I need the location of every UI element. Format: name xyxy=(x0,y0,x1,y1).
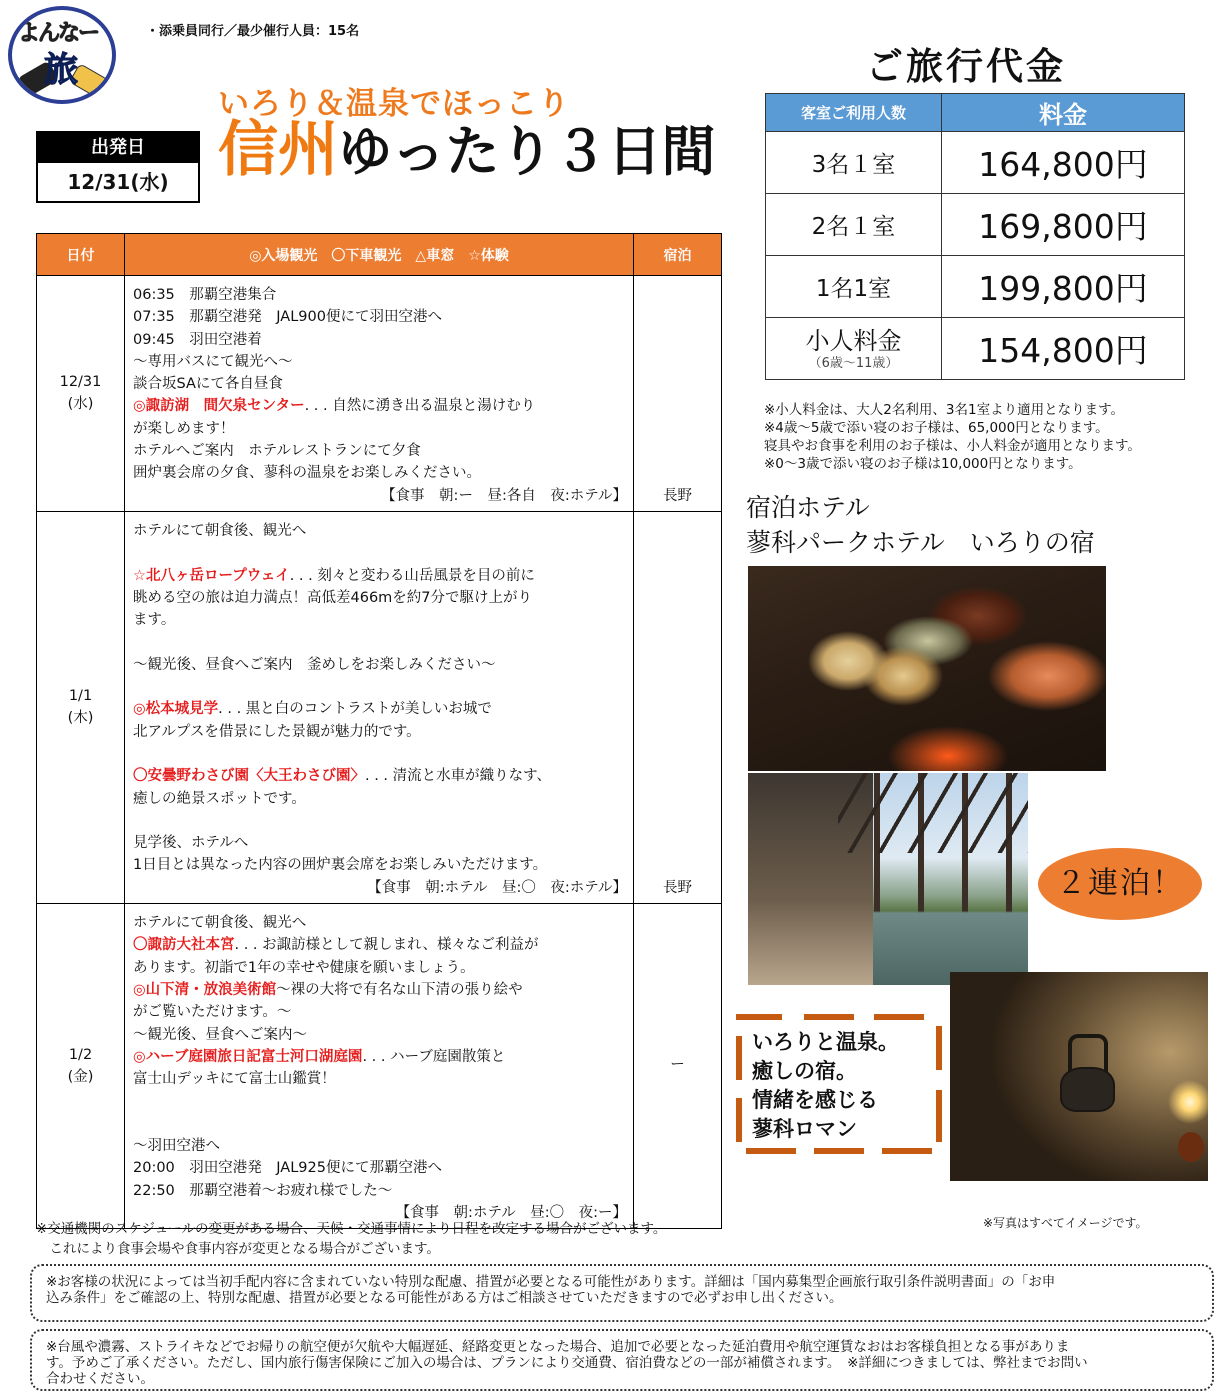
itinerary-text: 癒しの絶景スポットです。 xyxy=(133,790,306,807)
itinerary-text: 囲炉裏会席の夕食、蓼科の温泉をお楽しみください。 xyxy=(133,465,481,482)
hotel-label: 宿泊ホテル xyxy=(746,493,870,522)
room-type-child-age: （6歳～11歳） xyxy=(808,356,899,371)
price-amount: 169,800円 xyxy=(942,194,1185,256)
price-note-line: ※4歳～5歳で添い寝のお子様は、65,000円となります。 xyxy=(764,420,1109,436)
bath-glass-roof xyxy=(838,773,1028,853)
itinerary-text: ～専用バスにて観光へ～ xyxy=(133,353,293,370)
itinerary-text: ～観光後、昼食へご案内 釜めしをお楽しみください～ xyxy=(133,656,496,673)
price-row xyxy=(766,194,1185,256)
schedule-note-line: ※交通機関のスケジュールの変更がある場合、天候・交通事情により日程を改定する場合がございます。 xyxy=(36,1221,667,1237)
attraction-name: ◎山下清・放浪美術館 xyxy=(133,981,277,998)
catchphrase-text xyxy=(752,1028,899,1144)
itinerary-line xyxy=(133,1024,627,1046)
price-note-line: 寝具やお食事を利用のお子様は、小人料金が適用となります。 xyxy=(764,438,1141,454)
itinerary-highlight-line xyxy=(133,698,627,720)
itinerary-line xyxy=(133,743,627,765)
day-stay: ー xyxy=(634,904,722,1229)
attraction-name: 〇安曇野わさび園〈大王わさび園〉 xyxy=(133,768,365,785)
schedule-note-line: これにより食事会場や食事内容が変更となる場合がございます。 xyxy=(36,1241,440,1257)
tour-title xyxy=(218,115,716,185)
itinerary-highlight-line xyxy=(133,765,627,787)
price-amount: 154,800円 xyxy=(942,318,1185,380)
day-stay: 長野 xyxy=(634,511,722,903)
itinerary-text: 談合坂SAにて各自昼食 xyxy=(133,376,283,393)
room-type: 1名1室 xyxy=(766,256,942,318)
itinerary-text: がご覧いただけます。～ xyxy=(133,1004,292,1021)
departure-label: 出発日 xyxy=(38,133,198,163)
day-date-value: 1/2 xyxy=(68,1047,93,1064)
itinerary-line xyxy=(133,1180,627,1202)
day-date xyxy=(37,904,125,1229)
itinerary-highlight-line xyxy=(133,565,627,587)
day-date xyxy=(37,276,125,512)
dash-border xyxy=(936,1026,942,1070)
dash-border xyxy=(874,1014,924,1020)
dash-border xyxy=(736,1014,782,1020)
day-itinerary xyxy=(125,276,634,512)
itinerary-day-row xyxy=(37,276,722,512)
day-date xyxy=(37,511,125,903)
itinerary-header-row xyxy=(37,234,722,276)
dash-border xyxy=(882,1148,932,1154)
disclaimer-line: 込み条件」をご確認の上、特別な配慮、措置が必要となる可能性がある方はご相談させていただきますので必ずお申し出ください。 xyxy=(46,1290,843,1306)
itinerary-line xyxy=(133,654,627,676)
irori-grill-photo xyxy=(748,566,1106,771)
price-row xyxy=(766,132,1185,194)
itinerary-text: ～観光後、昼食へご案内～ xyxy=(133,1026,307,1043)
day-weekday: (木) xyxy=(67,710,94,727)
itinerary-line xyxy=(133,1157,627,1179)
itinerary-text: 22:50 那覇空港着～お疲れ様でした～ xyxy=(133,1182,393,1199)
itinerary-day-row xyxy=(37,511,722,903)
itinerary-text: ～羽田空港へ xyxy=(133,1137,220,1154)
catchphrase-box xyxy=(736,1014,942,1154)
itinerary-line xyxy=(133,306,627,328)
itinerary-line xyxy=(133,609,627,631)
catch-line: 蓼科ロマン xyxy=(752,1117,857,1141)
itinerary-line xyxy=(133,854,627,876)
kettle-icon xyxy=(1060,1067,1115,1112)
lamp-icon xyxy=(1178,1132,1204,1162)
photo-disclaimer: ※写真はすべてイメージです。 xyxy=(983,1216,1148,1230)
onsen-bath-photo xyxy=(748,773,1028,985)
day-itinerary xyxy=(125,511,634,903)
itinerary-line xyxy=(133,520,627,542)
irori-kettle-photo xyxy=(950,972,1208,1181)
dash-border xyxy=(804,1014,854,1020)
itinerary-line xyxy=(133,1135,627,1157)
attraction-name: ◎松本城見学 xyxy=(133,701,219,718)
special-care-disclaimer xyxy=(30,1264,1214,1322)
itinerary-text: ホテルへご案内 ホテルレストランにて夕食 xyxy=(133,443,421,460)
logo-text: よんなー xyxy=(18,21,99,46)
attraction-name: 〇諏訪大社本宮 xyxy=(133,937,235,954)
itinerary-text: ホテルにて朝食後、観光へ xyxy=(133,915,307,932)
day-weekday: (水) xyxy=(67,396,94,413)
meal-info: 【食事 朝:ー 昼:各自 夜:ホテル】 xyxy=(381,487,627,504)
itinerary-text: 眺める空の旅は迫力満点！高低差466mを約7分で駆け上がり xyxy=(133,589,533,606)
itinerary-line xyxy=(133,542,627,564)
disclaimer-line: す。予めご了承ください。ただし、国内旅行傷害保険にご加入の場合は、プランにより交通費、宿泊費などの一部が補償されます。 ※詳細につきましては、弊社までお問い xyxy=(46,1355,1088,1371)
itinerary-line xyxy=(133,440,627,462)
itinerary-line xyxy=(133,587,627,609)
itinerary-line xyxy=(133,676,627,698)
dash-border xyxy=(736,1098,742,1142)
dash-border xyxy=(814,1148,864,1154)
itinerary-text: 07:35 那覇空港発 JAL900便にて羽田空港へ xyxy=(133,309,442,326)
schedule-change-note xyxy=(36,1219,666,1259)
logo-kanji: 旅 xyxy=(44,50,78,90)
room-type: 3名１室 xyxy=(766,132,942,194)
two-night-badge: ２連泊！ xyxy=(1038,848,1202,920)
price-amount: 199,800円 xyxy=(942,256,1185,318)
disclaimer-line: ※台風や濃霧、ストライキなどでお帰りの航空便が欠航や大幅遅延、経路変更となった場合、追加で必要となった延泊費用や航空運賃なおはお客様負担となる事がありま xyxy=(46,1339,1070,1355)
dash-border xyxy=(746,1148,796,1154)
tour-title-rest: ゆったり３日間 xyxy=(338,120,716,183)
itinerary-line xyxy=(133,912,627,934)
departure-date: 12/31(水) xyxy=(67,170,169,194)
dash-border xyxy=(736,1036,742,1080)
itinerary-line xyxy=(133,1001,627,1023)
attraction-name: ◎ハーブ庭園旅日記富士河口湖庭園 xyxy=(133,1048,363,1065)
itinerary-text: が楽しめます！ xyxy=(133,420,235,437)
itinerary-line xyxy=(133,832,627,854)
day-date-value: 1/1 xyxy=(68,688,93,705)
dash-border xyxy=(936,1090,942,1142)
itinerary-text: あります。初詣で1年の幸せや健康を願いましょう。 xyxy=(133,959,475,976)
hotel-info xyxy=(746,490,1095,560)
tour-subtitle: いろり＆温泉でほっこり xyxy=(218,86,570,122)
itinerary-text: . . . 黒と白のコントラストが美しいお城で xyxy=(218,701,492,718)
itinerary-line xyxy=(133,284,627,306)
itinerary-highlight-line xyxy=(133,979,627,1001)
itinerary-line xyxy=(133,418,627,440)
itinerary-text: 見学後、ホテルへ xyxy=(133,835,249,852)
price-row xyxy=(766,318,1185,380)
catch-line: いろりと温泉。 xyxy=(752,1030,899,1054)
itinerary-line xyxy=(133,1090,627,1112)
itinerary-day-row xyxy=(37,904,722,1229)
departure-date-box xyxy=(36,131,200,203)
day-stay: 長野 xyxy=(634,276,722,512)
price-header-room: 客室ご利用人数 xyxy=(766,94,942,132)
itinerary-line xyxy=(133,373,627,395)
itinerary-line xyxy=(133,1113,627,1135)
price-amount: 164,800円 xyxy=(942,132,1185,194)
room-type-child xyxy=(766,318,942,380)
itinerary-text: ます。 xyxy=(133,612,176,629)
itinerary-highlight-line xyxy=(133,395,627,417)
itinerary-text: 20:00 羽田空港発 JAL925便にて那覇空港へ xyxy=(133,1160,442,1177)
itinerary-table xyxy=(36,233,722,1229)
escort-min-participants-note: ・添乗員同行／最少催行人員：15名 xyxy=(146,24,360,39)
price-title: ご旅行代金 xyxy=(866,45,1066,88)
itinerary-line xyxy=(133,810,627,832)
itinerary-text: 富士山デッキにて富士山鑑賞！ xyxy=(133,1071,336,1088)
itinerary-line xyxy=(133,1068,627,1090)
itinerary-text: 09:45 羽田空港着 xyxy=(133,331,262,348)
itinerary-text: . . . お諏訪様として親しまれ、様々なご利益が xyxy=(234,937,539,954)
header-stay: 宿泊 xyxy=(634,234,722,276)
itinerary-text: 06:35 那覇空港集合 xyxy=(133,287,277,303)
meal-info: 【食事 朝:ホテル 昼:〇 夜:ホテル】 xyxy=(367,879,627,896)
itinerary-highlight-line xyxy=(133,934,627,956)
disclaimer-line: 合わせください。 xyxy=(46,1371,154,1387)
itinerary-text: 北アルプスを借景にした景観が魅力的です。 xyxy=(133,723,421,740)
day-itinerary xyxy=(125,904,634,1229)
itinerary-line xyxy=(133,329,627,351)
attraction-name: ☆北八ヶ岳ロープウェイ xyxy=(133,567,290,584)
price-header-price: 料金 xyxy=(942,94,1185,132)
price-note-line: ※0～3歳で添い寝のお子様は10,000円となります。 xyxy=(764,456,1082,472)
itinerary-text: . . . ハーブ庭園散策と xyxy=(362,1048,506,1065)
itinerary-text: ～裸の大将で有名な山下清の張り絵や xyxy=(276,981,523,998)
price-notes xyxy=(764,401,1141,473)
day-date-value: 12/31 xyxy=(59,374,102,391)
itinerary-line xyxy=(133,351,627,373)
disclaimer-line: ※お客様の状況によっては当初手配内容に含まれていない特別な配慮、措置が必要となる可能性があります。詳細は「国内募集型企画旅行取引条件説明書面」の「お申 xyxy=(46,1274,1056,1290)
price-row xyxy=(766,256,1185,318)
catch-line: 情緒を感じる xyxy=(752,1088,878,1112)
itinerary-text: ホテルにて朝食後、観光へ xyxy=(133,522,307,539)
itinerary-line xyxy=(133,631,627,653)
room-type: 2名１室 xyxy=(766,194,942,256)
hotel-name: 蓼科パークホテル いろりの宿 xyxy=(746,528,1095,557)
itinerary-line xyxy=(133,788,627,810)
company-logo xyxy=(8,6,116,104)
itinerary-line xyxy=(133,721,627,743)
price-table xyxy=(765,93,1185,380)
itinerary-line xyxy=(133,957,627,979)
header-legend: ◎入場観光 〇下車観光 △車窓 ☆体験 xyxy=(125,234,634,276)
meal-info: 【食事 朝:ホテル 昼:〇 夜:ー】 xyxy=(395,1204,627,1221)
itinerary-highlight-line xyxy=(133,1046,627,1068)
flight-cancel-disclaimer xyxy=(30,1329,1214,1391)
itinerary-text: 1日目とは異なった内容の囲炉裏会席をお楽しみいただけます。 xyxy=(133,857,548,874)
attraction-name: ◎諏訪湖 間欠泉センター xyxy=(133,398,305,415)
header-date: 日付 xyxy=(37,234,125,276)
itinerary-text: . . . 自然に湧き出る温泉と湯けむり xyxy=(304,398,536,415)
itinerary-text: . . . 刻々と変わる山岳風景を目の前に xyxy=(289,567,535,584)
itinerary-line xyxy=(133,462,627,484)
tour-title-highlight: 信州 xyxy=(218,115,338,185)
room-type-child-label: 小人料金 xyxy=(805,327,902,355)
price-note-line: ※小人料金は、大人2名利用、3名1室より適用となります。 xyxy=(764,402,1124,418)
day-weekday: (金) xyxy=(67,1069,94,1086)
itinerary-text: . . . 清流と水車が織りなす、 xyxy=(365,768,551,785)
catch-line: 癒しの宿。 xyxy=(752,1059,857,1083)
